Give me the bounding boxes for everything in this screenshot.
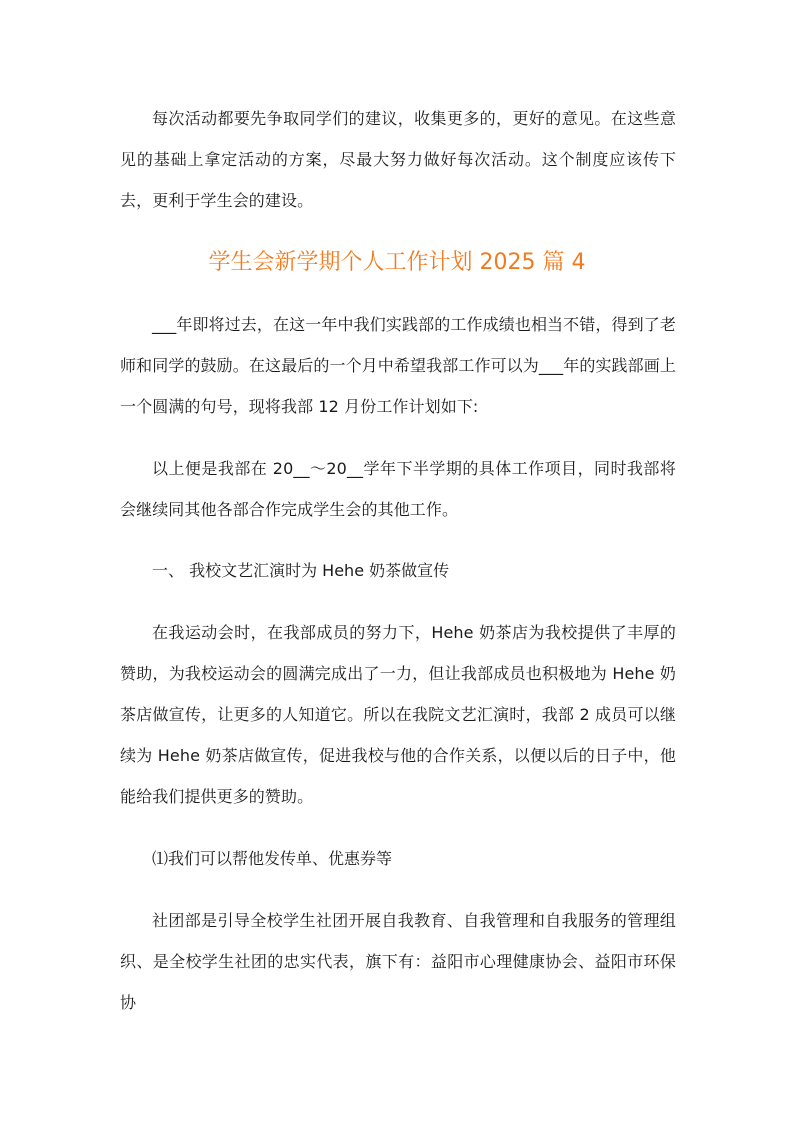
list-item-flyers: ⑴我们可以帮他发传单、优惠券等 — [152, 849, 393, 868]
paragraph-year-end-plan: ___年即将过去，在这一年中我们实践部的工作成绩也相当不错，得到了老师和同学的鼓励。在这最后的一个月中希望我部工作可以为___年的实践部画上一个圆满的句号，现将我部 12 月份工作计划如下: — [120, 315, 676, 416]
paragraph-sports-sponsorship: 在我运动会时，在我部成员的努力下，Hehe 奶茶店为我校提供了丰厚的赞助，为我校运动会的圆满完成出了一力，但让我部成员也积极地为 Hehe 奶茶店做宣传，让更多的人知道它。所以在我院文艺汇演时，我部 2 成员可以继续为 Hehe 奶茶店做宣传，促进我校与他的合作关系，以便以后的日子中，他能给我们提供更多的赞助。 — [120, 623, 676, 806]
paragraph-semester-summary: 以上便是我部在 20__～20__学年下半学期的具体工作项目，同时我部将会继续同其他各部合作完成学生会的其他工作。 — [120, 459, 676, 519]
paragraph-club-department: 社团部是引导全校学生社团开展自我教育、自我管理和自我服务的管理组织、是全校学生社团的忠实代表，旗下有：益阳市心理健康协会、益阳市环保协 — [120, 911, 676, 1012]
paragraph-activity-suggestions: 每次活动都要先争取同学们的建议，收集更多的，更好的意见。在这些意见的基础上拿定活动的方案，尽最大努力做好每次活动。这个制度应该传下去，更利于学生会的建设。 — [120, 109, 676, 210]
list-item-hehe-promotion: 一、 我校文艺汇演时为 Hehe 奶茶做宣传 — [152, 561, 450, 580]
section-heading: 学生会新学期个人工作计划 2025 篇 4 — [208, 250, 586, 275]
